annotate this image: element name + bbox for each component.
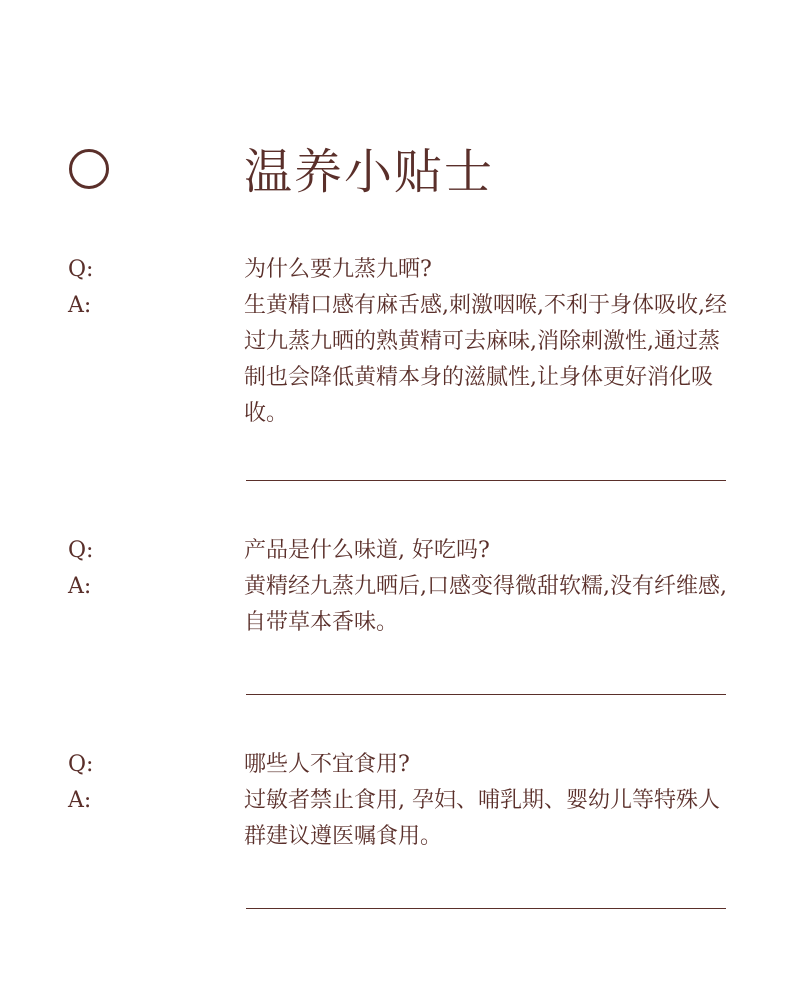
question-text: 为什么要九蒸九晒? xyxy=(244,257,432,282)
question-label: Q: xyxy=(68,257,94,282)
circle-icon xyxy=(69,149,109,189)
divider xyxy=(246,480,726,481)
answer-text: 生黄精口感有麻舌感,刺激咽喉,不利于身体吸收,经过九蒸九晒的熟黄精可去麻味,消除刺激性,通过蒸制也会降低黄精本身的滋腻性,让身体更好消化吸收。 xyxy=(244,293,727,426)
answer-text: 黄精经九蒸九晒后,口感变得微甜软糯,没有纤维感, 自带草本香味。 xyxy=(244,574,727,635)
question-label: Q: xyxy=(68,752,94,777)
divider xyxy=(246,908,726,909)
answer-label: A: xyxy=(68,788,92,813)
question-text: 哪些人不宜食用? xyxy=(244,752,410,777)
answer-text: 过敏者禁止食用, 孕妇、哺乳期、婴幼儿等特殊人群建议遵医嘱食用。 xyxy=(244,788,720,849)
page-title: 温养小贴士 xyxy=(244,144,495,200)
question-text: 产品是什么味道, 好吃吗? xyxy=(244,538,490,563)
divider xyxy=(246,694,726,695)
answer-label: A: xyxy=(68,293,92,318)
question-label: Q: xyxy=(68,538,94,563)
answer-label: A: xyxy=(68,574,92,599)
